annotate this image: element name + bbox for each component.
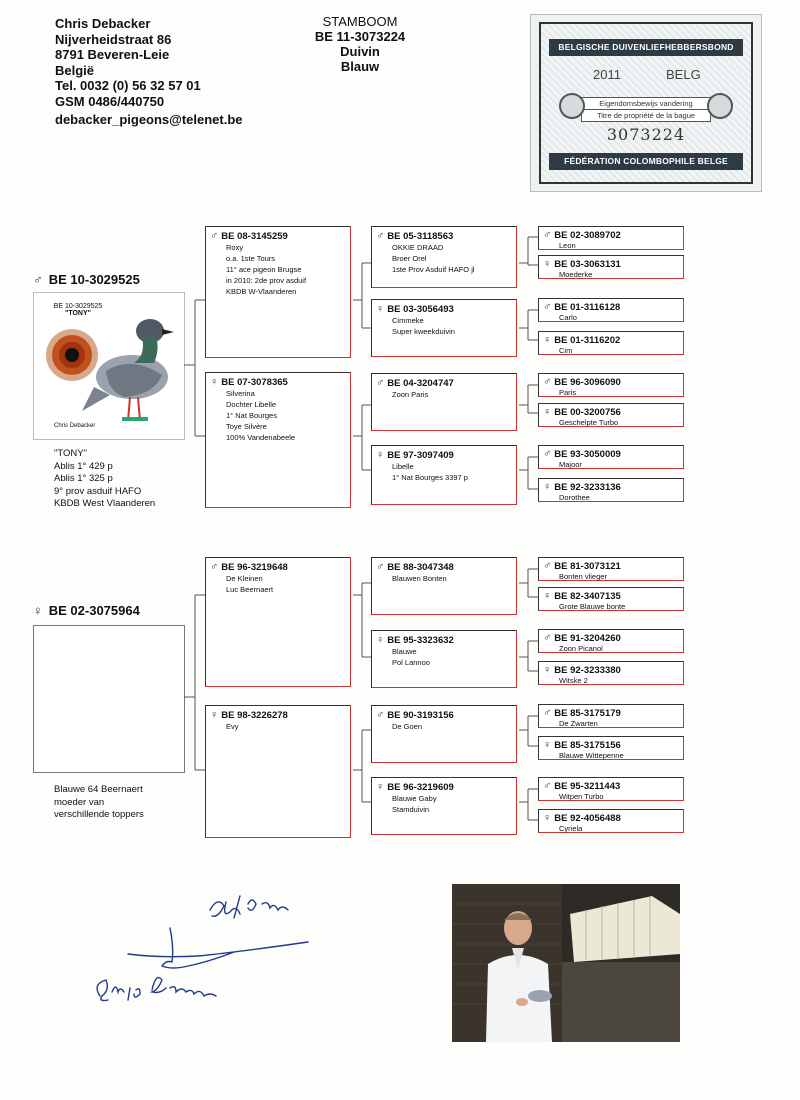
description: Evy bbox=[226, 722, 239, 731]
description: in 2010: 2de prov asduif bbox=[226, 276, 307, 285]
male-icon: ♂ bbox=[210, 561, 219, 573]
description: Carlo bbox=[559, 313, 577, 322]
ring-number: BE 95-3211443 bbox=[554, 781, 621, 792]
owner-street: Nijverheidstraat 86 bbox=[55, 31, 172, 47]
female-icon: ♀ bbox=[543, 812, 552, 824]
certificate-top-banner: BELGISCHE DUIVENLIEFHEBBERSBOND bbox=[549, 39, 743, 56]
great-grandparent-box bbox=[538, 373, 684, 397]
ring-number: BE 88-3047348 bbox=[387, 562, 454, 573]
ring-number: BE 02-3089702 bbox=[554, 230, 621, 241]
male-icon: ♂ bbox=[543, 560, 552, 572]
great-grandparent-box bbox=[538, 629, 684, 653]
ring-number: BE 95-3323632 bbox=[387, 635, 454, 646]
great-grandparent-box bbox=[538, 445, 684, 469]
ring-number: BE 85-3175156 bbox=[554, 740, 621, 751]
male-icon: ♂ bbox=[543, 229, 552, 241]
grandparent-box bbox=[371, 445, 517, 505]
stamboom-ring: BE 11-3073224 bbox=[314, 29, 406, 44]
description: De Kleinen bbox=[226, 574, 263, 583]
description: 11° ace pigeon Brugse bbox=[226, 265, 302, 274]
parent-box bbox=[205, 226, 351, 358]
description: Leon bbox=[559, 241, 576, 250]
breeder-photo-image bbox=[452, 884, 680, 1042]
female-icon: ♀ bbox=[543, 258, 552, 270]
description: Toye Silvère bbox=[226, 422, 267, 431]
ring-number: BE 92-3233380 bbox=[554, 665, 621, 676]
male-icon: ♂ bbox=[33, 272, 43, 287]
description: Moederke bbox=[559, 270, 593, 279]
description: Blauwe Wittepenne bbox=[559, 751, 624, 760]
description: Super kweekduivin bbox=[392, 327, 455, 336]
owner-country: België bbox=[55, 62, 95, 78]
ring-number: BE 04-3204747 bbox=[387, 378, 454, 389]
parent-box bbox=[205, 372, 351, 508]
ring-number: BE 96-3219609 bbox=[387, 782, 454, 793]
grandparent-box bbox=[371, 630, 517, 688]
female-icon: ♀ bbox=[543, 739, 552, 751]
description: Cimmeke bbox=[392, 316, 424, 325]
certificate-number: 3073224 bbox=[606, 125, 686, 144]
description: Dorothee bbox=[559, 493, 590, 502]
great-grandparent-box bbox=[538, 298, 684, 322]
description: Blauwe Gaby bbox=[392, 794, 437, 803]
owner-name: Chris Debacker bbox=[55, 16, 151, 31]
dam-note: verschillende toppers bbox=[54, 809, 144, 820]
great-grandparent-box bbox=[538, 809, 684, 833]
ring-number: BE 85-3175179 bbox=[554, 708, 621, 719]
ring-number: BE 01-3116202 bbox=[554, 335, 621, 346]
dam-note: moeder van bbox=[54, 796, 105, 808]
male-icon: ♂ bbox=[376, 709, 385, 721]
male-icon: ♂ bbox=[543, 707, 552, 719]
owner-email: debacker_pigeons@telenet.be bbox=[55, 112, 243, 127]
description: 1° Nat Bourges 3397 p bbox=[392, 473, 468, 482]
sire-note: Ablis 1° 429 p bbox=[54, 460, 113, 472]
ring-number: BE 98-3226278 bbox=[221, 710, 288, 721]
parent-box bbox=[205, 705, 351, 838]
parent-box bbox=[205, 557, 351, 687]
photo-caption-ring: BE 10-3029525 bbox=[53, 303, 103, 310]
description: 100% Vandenabeele bbox=[226, 433, 296, 442]
female-icon: ♀ bbox=[33, 603, 43, 618]
photo-caption-owner: Chris Debacker bbox=[54, 423, 96, 429]
male-icon: ♂ bbox=[543, 632, 552, 644]
description: Cyriela bbox=[559, 824, 583, 833]
description: Bonten vlieger bbox=[559, 572, 607, 581]
certificate-line-1: Eigendomsbewijs vandering bbox=[581, 97, 711, 110]
ring-number: BE 00-3200756 bbox=[554, 407, 621, 418]
description: KBDB W-Vlaanderen bbox=[226, 287, 297, 296]
description: Pol Lannoo bbox=[392, 658, 430, 667]
male-icon: ♂ bbox=[376, 377, 385, 389]
owner-gsm: GSM 0486/440750 bbox=[55, 93, 165, 109]
ring-number: BE 05-3118563 bbox=[387, 231, 454, 242]
description: 1° Nat Bourges bbox=[226, 411, 277, 420]
description: Roxy bbox=[226, 243, 244, 252]
description: Majoor bbox=[559, 460, 582, 469]
ring-number: BE 93-3050009 bbox=[554, 449, 621, 460]
ring-number: BE 92-3233136 bbox=[554, 482, 621, 493]
description: De Zwarten bbox=[559, 719, 598, 728]
ring-number: BE 96-3096090 bbox=[554, 377, 621, 388]
description: Zoon Paris bbox=[392, 390, 429, 399]
description: Luc Beernaert bbox=[226, 585, 274, 594]
photo-caption-name: "TONY" bbox=[65, 310, 91, 317]
great-grandparent-box bbox=[538, 255, 684, 279]
female-icon: ♀ bbox=[376, 634, 385, 646]
male-icon: ♂ bbox=[543, 376, 552, 388]
grandparent-box bbox=[371, 226, 517, 288]
grandparent-box bbox=[371, 705, 517, 763]
certificate-bottom-banner: FÉDÉRATION COLOMBOPHILE BELGE bbox=[549, 153, 743, 170]
female-icon: ♀ bbox=[543, 664, 552, 676]
ring-number: BE 08-3145259 bbox=[221, 231, 288, 242]
dam-ring: BE 02-3075964 bbox=[48, 603, 140, 618]
great-grandparent-box bbox=[538, 403, 684, 427]
great-grandparent-box bbox=[538, 704, 684, 728]
ring-number: BE 03-3063131 bbox=[554, 259, 621, 270]
description: OKKIE DRAAD bbox=[392, 243, 444, 252]
dam-note: Blauwe 64 Beernaert bbox=[54, 784, 143, 795]
male-icon: ♂ bbox=[543, 301, 552, 313]
certificate-year: 2011 bbox=[593, 67, 621, 82]
certificate-country: BELG bbox=[666, 67, 701, 82]
great-grandparent-box bbox=[538, 557, 684, 581]
ring-number: BE 96-3219648 bbox=[221, 562, 288, 573]
owner-city: 8791 Beveren-Leie bbox=[55, 47, 170, 62]
male-icon: ♂ bbox=[376, 561, 385, 573]
female-icon: ♀ bbox=[376, 303, 385, 315]
sire-note: "TONY" bbox=[54, 448, 87, 459]
male-icon: ♂ bbox=[210, 230, 219, 242]
female-icon: ♀ bbox=[543, 334, 552, 346]
grandparent-box bbox=[371, 557, 517, 615]
female-icon: ♀ bbox=[543, 481, 552, 493]
stamboom-sex: Duivin bbox=[340, 44, 380, 59]
female-icon: ♀ bbox=[210, 376, 219, 388]
male-icon: ♂ bbox=[376, 230, 385, 242]
ring-number: BE 03-3056493 bbox=[387, 304, 454, 315]
ring-number: BE 07-3078365 bbox=[221, 377, 288, 388]
ring-number: BE 97-3097409 bbox=[387, 450, 454, 461]
description: Geschelpte Turbo bbox=[559, 418, 619, 427]
description: Stamduivin bbox=[392, 805, 430, 814]
grandparent-box bbox=[371, 373, 517, 431]
great-grandparent-box bbox=[538, 226, 684, 250]
great-grandparent-box bbox=[538, 587, 684, 611]
description: Zoon Picanol bbox=[559, 644, 603, 653]
breeder-photo bbox=[452, 884, 680, 1042]
female-icon: ♀ bbox=[210, 709, 219, 721]
ring-number: BE 92-4056488 bbox=[554, 813, 621, 824]
female-icon: ♀ bbox=[543, 406, 552, 418]
description: Blauwen Bonten bbox=[392, 574, 447, 583]
description: Witpen Turbo bbox=[559, 792, 604, 801]
female-icon: ♀ bbox=[543, 590, 552, 602]
ring-number: BE 81-3073121 bbox=[554, 561, 621, 572]
stamboom-title: STAMBOOM bbox=[322, 14, 398, 29]
handwritten-signature bbox=[90, 880, 350, 1030]
certificate-line-2: Titre de propriété de la bague bbox=[581, 109, 711, 122]
grandparent-box bbox=[371, 777, 517, 835]
great-grandparent-box bbox=[538, 331, 684, 355]
great-grandparent-box bbox=[538, 661, 684, 685]
female-icon: ♀ bbox=[376, 781, 385, 793]
description: Cim bbox=[559, 346, 573, 355]
sire-note: 9° prov asduif HAFO bbox=[54, 485, 142, 497]
description: Blauwe bbox=[392, 647, 417, 656]
ring-number: BE 91-3204260 bbox=[554, 633, 621, 644]
description: Libelle bbox=[392, 462, 414, 471]
description: Broer Orel bbox=[392, 254, 427, 263]
sire-ring: BE 10-3029525 bbox=[48, 272, 140, 287]
ring-number: BE 82-3407135 bbox=[554, 591, 621, 602]
sire-note: Ablis 1° 325 p bbox=[54, 473, 113, 484]
stamboom-color: Blauw bbox=[340, 59, 380, 74]
female-icon: ♀ bbox=[376, 449, 385, 461]
sire-note: KBDB West Vlaanderen bbox=[54, 498, 156, 509]
description: 1ste Prov Asduif HAFO jl bbox=[392, 265, 475, 274]
ring-number: BE 90-3193156 bbox=[387, 710, 454, 721]
great-grandparent-box bbox=[538, 736, 684, 760]
male-icon: ♂ bbox=[543, 448, 552, 460]
great-grandparent-box bbox=[538, 777, 684, 801]
ring-number: BE 01-3116128 bbox=[554, 302, 621, 313]
grandparent-box bbox=[371, 299, 517, 357]
male-icon: ♂ bbox=[543, 780, 552, 792]
description: Witske 2 bbox=[559, 676, 588, 685]
owner-tel: Tel. 0032 (0) 56 32 57 01 bbox=[55, 78, 201, 93]
description: o.a. 1ste Tours bbox=[226, 254, 276, 263]
description: Paris bbox=[559, 388, 577, 397]
great-grandparent-box bbox=[538, 478, 684, 502]
description: De Goen bbox=[392, 722, 423, 731]
description: Silverina bbox=[226, 389, 255, 398]
description: Dochter Libelle bbox=[226, 400, 277, 409]
description: Grote Blauwe bonte bbox=[559, 602, 626, 611]
